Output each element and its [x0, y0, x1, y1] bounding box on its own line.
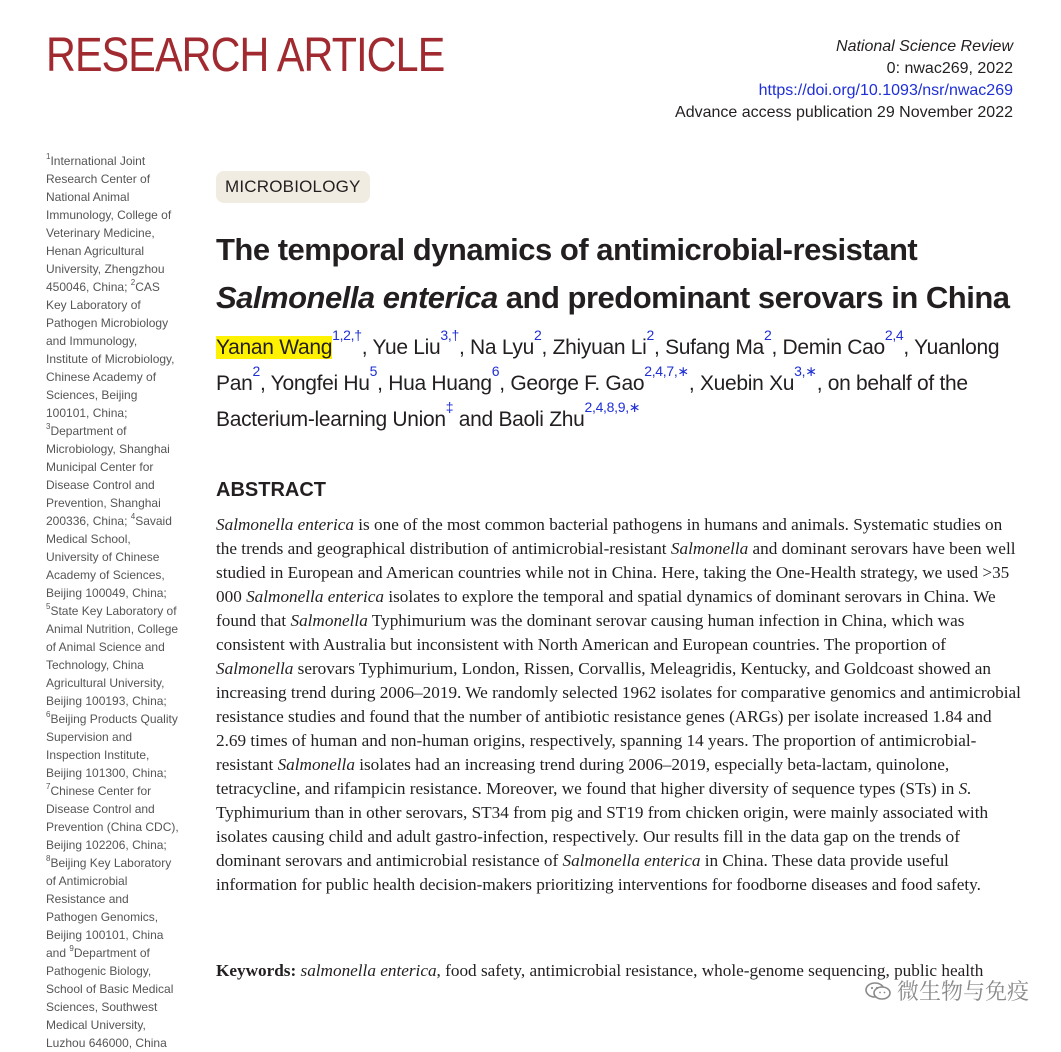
article-title — [216, 226, 1016, 322]
author-separator: and — [453, 408, 499, 431]
author-separator: , — [377, 372, 389, 395]
affiliation-text: Beijing Key Laboratory of Antimicrobial Resistance and Pathogen Genomics, Beijing 100101, China and — [46, 856, 172, 960]
affiliation-text: International Joint Research Center of National Animal Immunology, College of Veterinary Medicine, Henan Agricultural University, Zhengzhou 450046, China; — [46, 154, 172, 294]
title-line-1: The temporal dynamics of antimicrobial-resistant — [216, 232, 918, 267]
abstract-heading: ABSTRACT — [216, 479, 326, 501]
author-separator: , — [653, 336, 666, 359]
author-affiliation-refs[interactable]: 2 — [763, 327, 772, 343]
affiliation-number: 2 — [130, 278, 136, 287]
title-species: Salmonella enterica — [216, 280, 498, 315]
abstract-italic-term: S. — [958, 779, 972, 798]
author-affiliation-refs[interactable]: ‡ — [445, 399, 454, 415]
abstract-text: isolates had an increasing trend during 2006–2019, especially beta-lactam, quinolone, tetracycline, and rifampicin resistance. Moreover, we found that higher diversity of sequence types (STs) in — [216, 755, 959, 798]
author-list — [216, 327, 1006, 438]
keywords-rest: , food safety, antimicrobial resistance, whole-genome sequencing, public health — [436, 961, 984, 980]
affiliation-text: Savaid Medical School, University of Chinese Academy of Sciences, Beijing 100049, China; — [46, 514, 172, 600]
affiliation-number: 5 — [46, 602, 51, 611]
affiliation-number: 8 — [46, 854, 51, 863]
author-separator: , — [903, 336, 915, 359]
affiliation-text: CAS Key Laboratory of Pathogen Microbiology and Immunology, Institute of Microbiology, Chinese Academy of Sciences, Beijing 100101, China; — [46, 280, 175, 420]
keyword-species: salmonella enterica — [300, 961, 437, 980]
abstract-italic-term: Salmonella — [670, 539, 749, 558]
author-name[interactable]: Yue Liu — [372, 336, 441, 359]
author-separator: , — [499, 372, 511, 395]
author-affiliation-refs[interactable]: 3,∗ — [794, 363, 817, 379]
title-line-2 — [216, 274, 1016, 322]
abstract-italic-term: Salmonella enterica — [562, 851, 701, 870]
author-name[interactable]: Yuanlong Pan — [216, 336, 1000, 395]
category-badge: MICROBIOLOGY — [216, 171, 370, 203]
abstract-italic-term: Salmonella — [290, 611, 368, 630]
affiliation-text: Beijing Products Quality Supervision and Inspection Institute, Beijing 101300, China; — [46, 712, 178, 780]
author-name[interactable]: George F. Gao — [510, 372, 645, 395]
author-name[interactable]: Sufang Ma — [665, 336, 764, 359]
author-affiliation-refs[interactable]: 2,4,8,9,∗ — [584, 399, 641, 415]
abstract-body — [216, 513, 1021, 897]
author-name[interactable]: Bacterium-learning Union — [216, 408, 446, 431]
wechat-logo-icon — [865, 981, 891, 1001]
author-affiliation-refs[interactable]: 2 — [534, 327, 542, 343]
author-affiliation-refs[interactable]: 2 — [646, 327, 654, 343]
author-name[interactable]: Demin Cao — [782, 336, 885, 359]
publication-line: Advance access publication 29 November 2022 — [675, 104, 1013, 121]
author-name[interactable]: Na Lyu — [470, 336, 535, 359]
author-affiliation-refs[interactable]: 2,4 — [884, 327, 904, 343]
author-affiliation-refs[interactable]: 5 — [369, 363, 378, 379]
abstract-italic-term: Salmonella enterica — [216, 515, 354, 534]
author-affiliation-refs[interactable]: 1,2,† — [332, 327, 362, 343]
affiliation-number: 4 — [130, 512, 136, 521]
author-name[interactable]: Yanan Wang — [216, 336, 333, 359]
abstract-italic-term: Salmonella — [216, 659, 294, 678]
abstract-text: and dominant serovars have been well studied in European and American countries while not in China. Here, taking the One-Health strategy, we used >35 000 — [216, 539, 1016, 606]
affiliation-number: 9 — [69, 944, 74, 953]
affiliation-text: Chinese Center for Disease Control and Prevention (China CDC), Beijing 102206, China; — [46, 784, 179, 852]
author-affiliation-refs[interactable]: 3,† — [440, 327, 459, 343]
affiliation-number: 7 — [46, 782, 51, 791]
title-line-2-rest: and predominant serovars in China — [497, 280, 1010, 315]
abstract-text: Typhimurium was the dominant serovar causing human infection in China, which was consistent with Australia but inconsistent with North American and European countries. The proportion of — [216, 611, 965, 654]
wechat-watermark — [865, 975, 1029, 1006]
affiliation-number: 1 — [46, 152, 51, 161]
author-name[interactable]: Hua Huang — [388, 372, 492, 395]
watermark-text: 微生物与免疫 — [896, 980, 1029, 1005]
affiliations-sidebar — [46, 152, 180, 1052]
author-separator: , on behalf of the — [816, 372, 968, 395]
author-name[interactable]: Yongfei Hu — [270, 372, 370, 395]
author-separator: , — [259, 372, 271, 395]
journal-name: National Science Review — [836, 38, 1013, 55]
affiliation-text: Department of Microbiology, Shanghai Municipal Center for Disease Control and Prevention, Shanghai 200336, China; — [46, 424, 170, 528]
author-separator: , — [688, 372, 700, 395]
author-name[interactable]: Baoli Zhu — [498, 408, 585, 431]
affiliations-text — [46, 152, 180, 1052]
abstract-text: Typhimurium than in other serovars, ST34 from pig and ST19 from chicken origin, were mainly associated with isolates causing child and adult gastro-infection, respectively. Our results fill in the data gap on the trends of dominant serovars and antimicrobial resistance of — [216, 803, 989, 870]
article-type-heading: RESEARCH ARTICLE — [46, 29, 445, 82]
author-affiliation-refs[interactable]: 2,4,7,∗ — [644, 363, 689, 379]
author-affiliation-refs[interactable]: 2 — [252, 363, 260, 379]
author-name[interactable]: Xuebin Xu — [699, 372, 795, 395]
abstract-italic-term: Salmonella — [277, 755, 355, 774]
abstract-text: serovars Typhimurium, London, Rissen, Corvallis, Meleagridis, Kentucky, and Goldcoast showed an increasing trend during 2006–2019. We randomly selected 1962 isolates for comparative genomics and antimicrobial resistance studies and found that the number of antibiotic resistance genes (ARGs) per isolate increased 1.84 and 2.69 times of human and non-human origins, respectively, spanning 14 years. The proportion of antimicrobial-resistant — [216, 659, 1021, 774]
journal-info — [675, 36, 1013, 124]
author-separator: , — [541, 336, 553, 359]
author-separator: , — [361, 336, 373, 359]
abstract-text: isolates to explore the temporal and spatial dynamics of dominant serovars in China. We found that — [216, 587, 996, 630]
author-name[interactable]: Zhiyuan Li — [552, 336, 647, 359]
affiliation-number: 3 — [46, 422, 51, 431]
doi-link[interactable]: https://doi.org/10.1093/nsr/nwac269 — [758, 82, 1013, 99]
affiliation-text: State Key Laboratory of Animal Nutrition, College of Animal Science and Technology, China Agricultural University, Beijing 100193, China; — [46, 604, 179, 708]
abstract-text: is one of the most common bacterial pathogens in humans and animals. Systematic studies on the trends and geographical distribution of antimicrobial-resistant — [216, 515, 1003, 558]
author-affiliation-refs[interactable]: 6 — [491, 363, 500, 379]
affiliation-text: Department of Pathogenic Biology, School of Basic Medical Sciences, Southwest Medical University, Luzhou 646000, China — [46, 946, 174, 1050]
affiliation-number: 6 — [46, 710, 51, 719]
author-separator: , — [771, 336, 783, 359]
abstract-text: in China. These data provide useful information for public health decision-makers prioritizing interventions for foodborne diseases and food safety. — [216, 851, 981, 894]
volume-line: 0: nwac269, 2022 — [886, 60, 1013, 77]
author-separator: , — [458, 336, 471, 359]
abstract-italic-term: Salmonella enterica — [246, 587, 385, 606]
keywords-label: Keywords: — [216, 961, 297, 980]
